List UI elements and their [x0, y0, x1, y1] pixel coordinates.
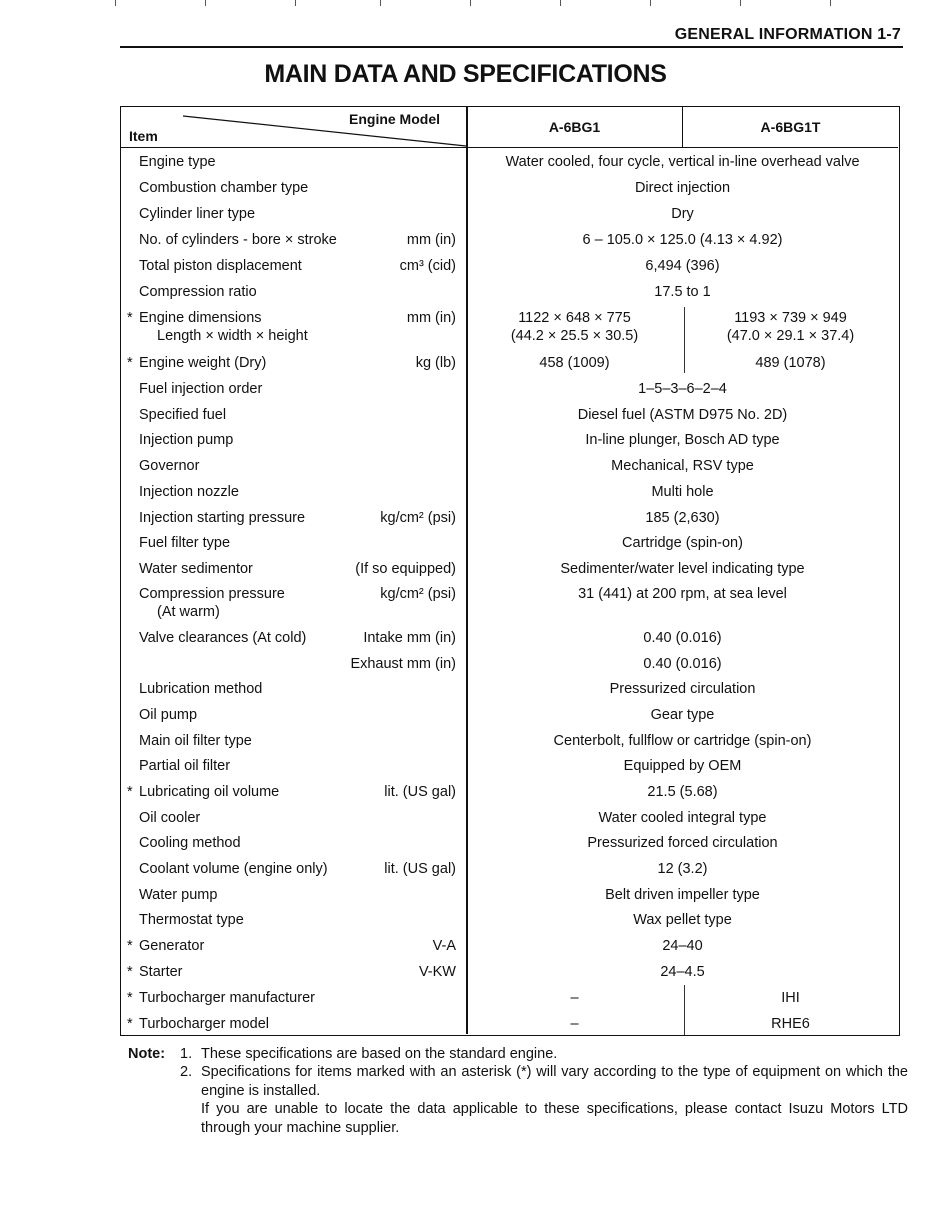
header-rule	[120, 46, 903, 48]
spec-value: 21.5 (5.68)	[647, 784, 718, 800]
spec-value: Water cooled integral type	[598, 810, 767, 826]
spec-value: Belt driven impeller type	[605, 887, 760, 903]
spec-value: Pressurized forced circulation	[587, 835, 778, 851]
spec-value: Cartridge (spin-on)	[622, 535, 743, 551]
item-unit: lit. (US gal)	[384, 784, 456, 800]
item-name: Injection starting pressure	[139, 510, 306, 526]
asterisk-marker: *	[127, 1016, 133, 1032]
model-split-divider	[684, 307, 685, 373]
spec-value: Equipped by OEM	[623, 758, 742, 774]
item-unit: kg (lb)	[415, 355, 456, 371]
spec-value-a6bg1: –	[570, 990, 579, 1006]
asterisk-marker: *	[127, 310, 133, 326]
spec-value-a6bg1t: IHI	[781, 990, 800, 1006]
model-split-divider	[684, 985, 685, 1035]
item-name-line2: (At warm)	[157, 604, 220, 620]
spec-value-a6bg1t: 1193 × 739 × 949	[734, 310, 847, 326]
spec-value-a6bg1: –	[570, 1016, 579, 1032]
note-number: 2.	[180, 1064, 193, 1080]
spec-value: 6,494 (396)	[645, 258, 720, 274]
table-header	[121, 107, 898, 148]
item-name: Fuel injection order	[139, 381, 263, 397]
spec-value: 0.40 (0.016)	[643, 630, 722, 646]
item-name: Oil pump	[139, 707, 198, 723]
spec-value: 6 – 105.0 × 125.0 (4.13 × 4.92)	[582, 232, 783, 248]
item-name: Cooling method	[139, 835, 241, 851]
item-unit: lit. (US gal)	[384, 861, 456, 877]
item-unit: (If so equipped)	[355, 561, 456, 577]
note-text: These specifications are based on the standard engine.	[201, 1046, 558, 1062]
item-name-line2: Length × width × height	[157, 328, 308, 344]
model-a6bg1t-header: A-6BG1T	[760, 119, 821, 135]
item-name: Main oil filter type	[139, 733, 252, 749]
spec-value: Wax pellet type	[633, 912, 732, 928]
note-text: If you are unable to locate the data applicable to these specifications, please contact Isuzu Motors LTD through your machine supplier.	[201, 1101, 908, 1136]
item-unit: cm³ (cid)	[399, 258, 456, 274]
item-name: Engine dimensions	[139, 310, 262, 326]
spec-value: 0.40 (0.016)	[643, 656, 722, 672]
spec-value: 17.5 to 1	[654, 284, 711, 300]
item-name: Cylinder liner type	[139, 206, 256, 222]
spec-value: 185 (2,630)	[645, 510, 720, 526]
item-unit: Intake mm (in)	[363, 630, 456, 646]
spec-value: In-line plunger, Bosch AD type	[585, 432, 780, 448]
item-name: Water pump	[139, 887, 218, 903]
item-name: Oil cooler	[139, 810, 201, 826]
item-name: Engine type	[139, 154, 216, 170]
item-name: Governor	[139, 458, 200, 474]
spec-value: Multi hole	[651, 484, 714, 500]
spec-value: Water cooled, four cycle, vertical in-line overhead valve	[505, 154, 860, 170]
asterisk-marker: *	[127, 355, 133, 371]
item-name: Lubricating oil volume	[139, 784, 280, 800]
spec-value-a6bg1t: RHE6	[771, 1016, 810, 1032]
model-a6bg1-header: A-6BG1	[548, 119, 601, 135]
spec-value-a6bg1: 1122 × 648 × 775	[518, 310, 631, 326]
item-name: Turbocharger manufacturer	[139, 990, 315, 1006]
spec-value: 24–40	[662, 938, 703, 954]
spec-value-a6bg1-line2: (44.2 × 25.5 × 30.5)	[510, 328, 639, 344]
item-name: Engine weight (Dry)	[139, 355, 267, 371]
item-name: Generator	[139, 938, 205, 954]
note-number: 1.	[180, 1046, 193, 1062]
asterisk-marker: *	[127, 938, 133, 954]
item-unit: V-KW	[418, 964, 456, 980]
item-name: Valve clearances (At cold)	[139, 630, 307, 646]
item-name: Starter	[139, 964, 183, 980]
asterisk-marker: *	[127, 784, 133, 800]
spec-value: 24–4.5	[660, 964, 705, 980]
item-unit: V-A	[432, 938, 456, 954]
item-unit: mm (in)	[406, 232, 456, 248]
corner-item: Item	[129, 128, 158, 144]
item-name: Turbocharger model	[139, 1016, 270, 1032]
item-name: Compression pressure	[139, 586, 285, 602]
asterisk-marker: *	[127, 990, 133, 1006]
spec-value: Diesel fuel (ASTM D975 No. 2D)	[577, 407, 788, 423]
item-name: Lubrication method	[139, 681, 263, 697]
item-name: Coolant volume (engine only)	[139, 861, 328, 877]
item-unit: kg/cm² (psi)	[380, 586, 456, 602]
spec-value: 12 (3.2)	[657, 861, 708, 877]
spec-value: Sedimenter/water level indicating type	[560, 561, 805, 577]
item-name: No. of cylinders - bore × stroke	[139, 232, 337, 248]
spec-value-a6bg1: 458 (1009)	[539, 355, 610, 371]
item-name: Combustion chamber type	[139, 180, 309, 196]
asterisk-marker: *	[127, 964, 133, 980]
running-head: GENERAL INFORMATION 1-7	[674, 26, 901, 43]
spec-value: 31 (441) at 200 rpm, at sea level	[578, 586, 787, 602]
item-unit: Exhaust mm (in)	[350, 656, 456, 672]
spec-table	[120, 106, 900, 1036]
spec-value-a6bg1t-line2: (47.0 × 29.1 × 37.4)	[726, 328, 855, 344]
scan-edge-marks	[0, 0, 931, 8]
item-unit: kg/cm² (psi)	[380, 510, 456, 526]
spec-value: Gear type	[650, 707, 715, 723]
spec-value: 1–5–3–6–2–4	[638, 381, 727, 397]
item-name: Compression ratio	[139, 284, 257, 300]
spec-value: Mechanical, RSV type	[611, 458, 754, 474]
spec-value: Direct injection	[634, 180, 731, 196]
note-label: Note:	[128, 1046, 166, 1062]
spec-value: Pressurized circulation	[609, 681, 756, 697]
item-name: Injection pump	[139, 432, 234, 448]
item-unit: mm (in)	[406, 310, 456, 326]
spec-value-a6bg1t: 489 (1078)	[755, 355, 826, 371]
item-name: Partial oil filter	[139, 758, 231, 774]
spec-value: Centerbolt, fullflow or cartridge (spin-on)	[553, 733, 812, 749]
corner-engine-model: Engine Model	[349, 111, 440, 127]
item-name: Injection nozzle	[139, 484, 239, 500]
item-name: Total piston displacement	[139, 258, 302, 274]
item-name: Fuel filter type	[139, 535, 231, 551]
page-title: MAIN DATA AND SPECIFICATIONS	[264, 60, 667, 88]
item-name: Specified fuel	[139, 407, 227, 423]
spec-value: Dry	[671, 206, 694, 222]
note-text: Specifications for items marked with an asterisk (*) will vary according to the type of equipment on which the engine is installed.	[201, 1064, 908, 1099]
item-name: Water sedimentor	[139, 561, 253, 577]
item-name: Thermostat type	[139, 912, 244, 928]
